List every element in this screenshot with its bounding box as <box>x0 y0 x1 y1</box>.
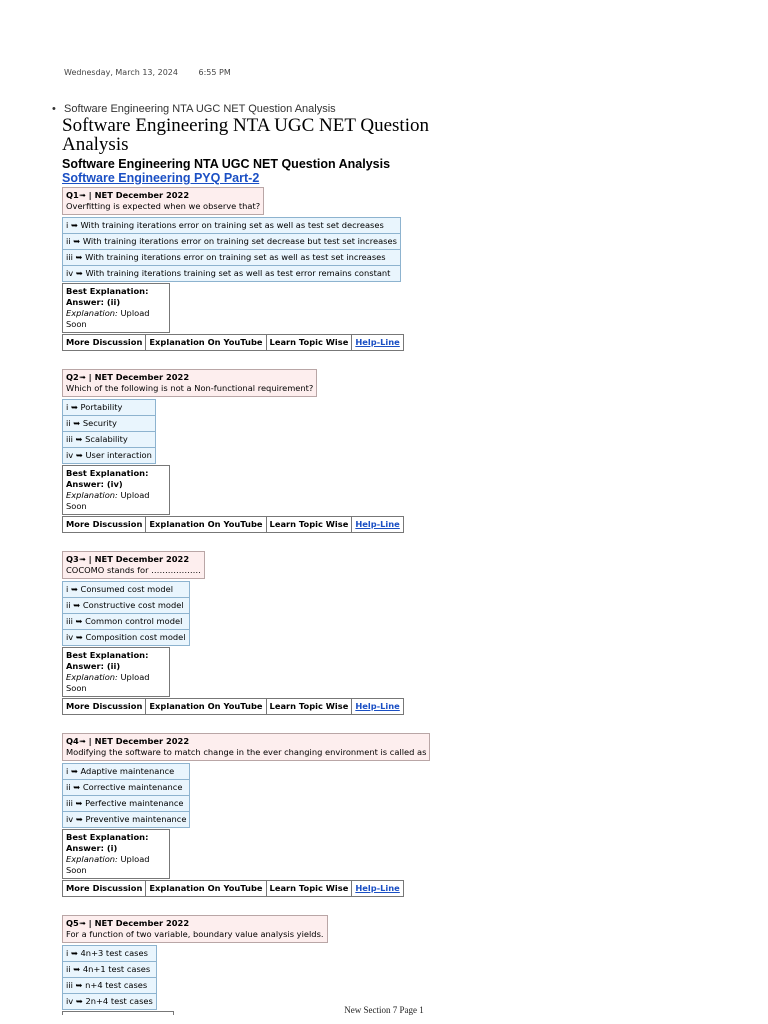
note-time: 6:55 PM <box>198 68 231 77</box>
question-box <box>62 915 328 943</box>
question-text: Overfitting is expected when we observe that? <box>66 201 261 211</box>
more-discussion-link[interactable]: More Discussion <box>63 881 146 897</box>
note-timestamp <box>64 68 231 77</box>
option-i: i ➥ Consumed cost model <box>63 582 190 598</box>
more-discussion-link[interactable]: More Discussion <box>63 699 146 715</box>
topic-wise-link[interactable]: Learn Topic Wise <box>266 699 352 715</box>
option-iv: iv ➥ User interaction <box>63 448 156 464</box>
explanation-label: Explanation: <box>66 854 118 864</box>
explanation-text: Upload Soon <box>66 854 150 875</box>
option-ii: ii ➥ Constructive cost model <box>63 598 190 614</box>
youtube-link[interactable]: Explanation On YouTube <box>146 517 266 533</box>
best-explanation-label: Best Explanation: <box>66 650 149 660</box>
help-line-link[interactable]: Help-Line <box>352 335 403 351</box>
answer-text: Answer: (ii) <box>66 661 121 671</box>
question-head: Q3➟ | NET December 2022 <box>66 554 190 564</box>
note-date: Wednesday, March 13, 2024 <box>64 68 178 77</box>
question-block <box>62 187 742 351</box>
note-content <box>62 116 742 1015</box>
best-explanation-label: Best Explanation: <box>66 286 149 296</box>
question-block <box>62 369 742 533</box>
answer-text: Answer: (ii) <box>66 297 121 307</box>
options-table <box>62 945 157 1010</box>
help-line-link[interactable]: Help-Line <box>352 699 403 715</box>
question-block <box>62 733 742 897</box>
explanation-text: Upload Soon <box>66 308 150 329</box>
explanation-line <box>66 672 166 694</box>
question-head: Q5➟ | NET December 2022 <box>66 918 190 928</box>
option-i: i ➥ Adaptive maintenance <box>63 764 190 780</box>
youtube-link[interactable]: Explanation On YouTube <box>146 699 266 715</box>
best-explanation-label: Best Explanation: <box>66 468 149 478</box>
answer-box <box>62 465 170 515</box>
answer-text: Answer: (iv) <box>66 479 123 489</box>
option-i: i ➥ With training iterations error on training set as well as test set decreases <box>63 218 401 234</box>
question-block <box>62 551 742 715</box>
option-iii: iii ➥ Common control model <box>63 614 190 630</box>
more-discussion-link[interactable]: More Discussion <box>63 517 146 533</box>
bullet-text: Software Engineering NTA UGC NET Question Analysis <box>64 103 336 115</box>
options-table <box>62 581 190 646</box>
explanation-text: Upload Soon <box>66 672 150 693</box>
options-table <box>62 763 190 828</box>
question-block <box>62 915 742 1015</box>
bullet-item <box>52 103 336 115</box>
explanation-line <box>66 854 166 876</box>
help-line-link[interactable]: Help-Line <box>352 517 403 533</box>
option-ii: ii ➥ Corrective maintenance <box>63 780 190 796</box>
pyq-link[interactable]: Software Engineering PYQ Part-2 <box>62 171 260 185</box>
topic-wise-link[interactable]: Learn Topic Wise <box>266 335 352 351</box>
youtube-link[interactable]: Explanation On YouTube <box>146 335 266 351</box>
option-iv: iv ➥ Composition cost model <box>63 630 190 646</box>
explanation-label: Explanation: <box>66 308 118 318</box>
page-subtitle: Software Engineering NTA UGC NET Question Analysis <box>62 157 391 171</box>
question-box <box>62 551 205 579</box>
option-iii: iii ➥ Scalability <box>63 432 156 448</box>
explanation-line <box>66 490 166 512</box>
links-row <box>62 880 404 897</box>
question-text: COCOMO stands for ……………… <box>66 565 201 575</box>
question-box <box>62 733 430 761</box>
question-head: Q4➟ | NET December 2022 <box>66 736 190 746</box>
bullet-dot: • <box>52 103 56 115</box>
links-row <box>62 516 404 533</box>
answer-box <box>62 283 170 333</box>
options-table <box>62 399 156 464</box>
option-iv: iv ➥ Preventive maintenance <box>63 812 190 828</box>
page-title: Software Engineering NTA UGC NET Question Analysis <box>62 115 429 155</box>
explanation-label: Explanation: <box>66 490 118 500</box>
explanation-text: Upload Soon <box>66 490 150 511</box>
option-ii: ii ➥ 4n+1 test cases <box>63 962 157 978</box>
answer-box <box>62 647 170 697</box>
option-i: i ➥ Portability <box>63 400 156 416</box>
option-ii: ii ➥ With training iterations error on training set decrease but test set increases <box>63 234 401 250</box>
question-box <box>62 187 264 215</box>
question-box <box>62 369 317 397</box>
links-row <box>62 334 404 351</box>
explanation-line <box>66 308 166 330</box>
links-row <box>62 698 404 715</box>
answer-text: Answer: (i) <box>66 843 118 853</box>
question-head: Q2➟ | NET December 2022 <box>66 372 190 382</box>
explanation-label: Explanation: <box>66 672 118 682</box>
help-line-link[interactable]: Help-Line <box>352 881 403 897</box>
youtube-link[interactable]: Explanation On YouTube <box>146 881 266 897</box>
option-iii: iii ➥ Perfective maintenance <box>63 796 190 812</box>
best-explanation-label: Best Explanation: <box>66 832 149 842</box>
question-text: Which of the following is not a Non-functional requirement? <box>66 383 314 393</box>
option-iv: iv ➥ 2n+4 test cases <box>63 994 157 1010</box>
more-discussion-link[interactable]: More Discussion <box>63 335 146 351</box>
question-text: For a function of two variable, boundary value analysis yields. <box>66 929 324 939</box>
topic-wise-link[interactable]: Learn Topic Wise <box>266 881 352 897</box>
option-ii: ii ➥ Security <box>63 416 156 432</box>
question-head: Q1➟ | NET December 2022 <box>66 190 190 200</box>
question-text: Modifying the software to match change in the ever changing environment is called as <box>66 747 427 757</box>
option-i: i ➥ 4n+3 test cases <box>63 946 157 962</box>
topic-wise-link[interactable]: Learn Topic Wise <box>266 517 352 533</box>
option-iv: iv ➥ With training iterations training set as well as test error remains constant <box>63 266 401 282</box>
option-iii: iii ➥ With training iterations error on training set as well as test set increases <box>63 250 401 266</box>
options-table <box>62 217 401 282</box>
option-iii: iii ➥ n+4 test cases <box>63 978 157 994</box>
answer-box <box>62 829 170 879</box>
page-footer: New Section 7 Page 1 <box>344 1005 424 1015</box>
